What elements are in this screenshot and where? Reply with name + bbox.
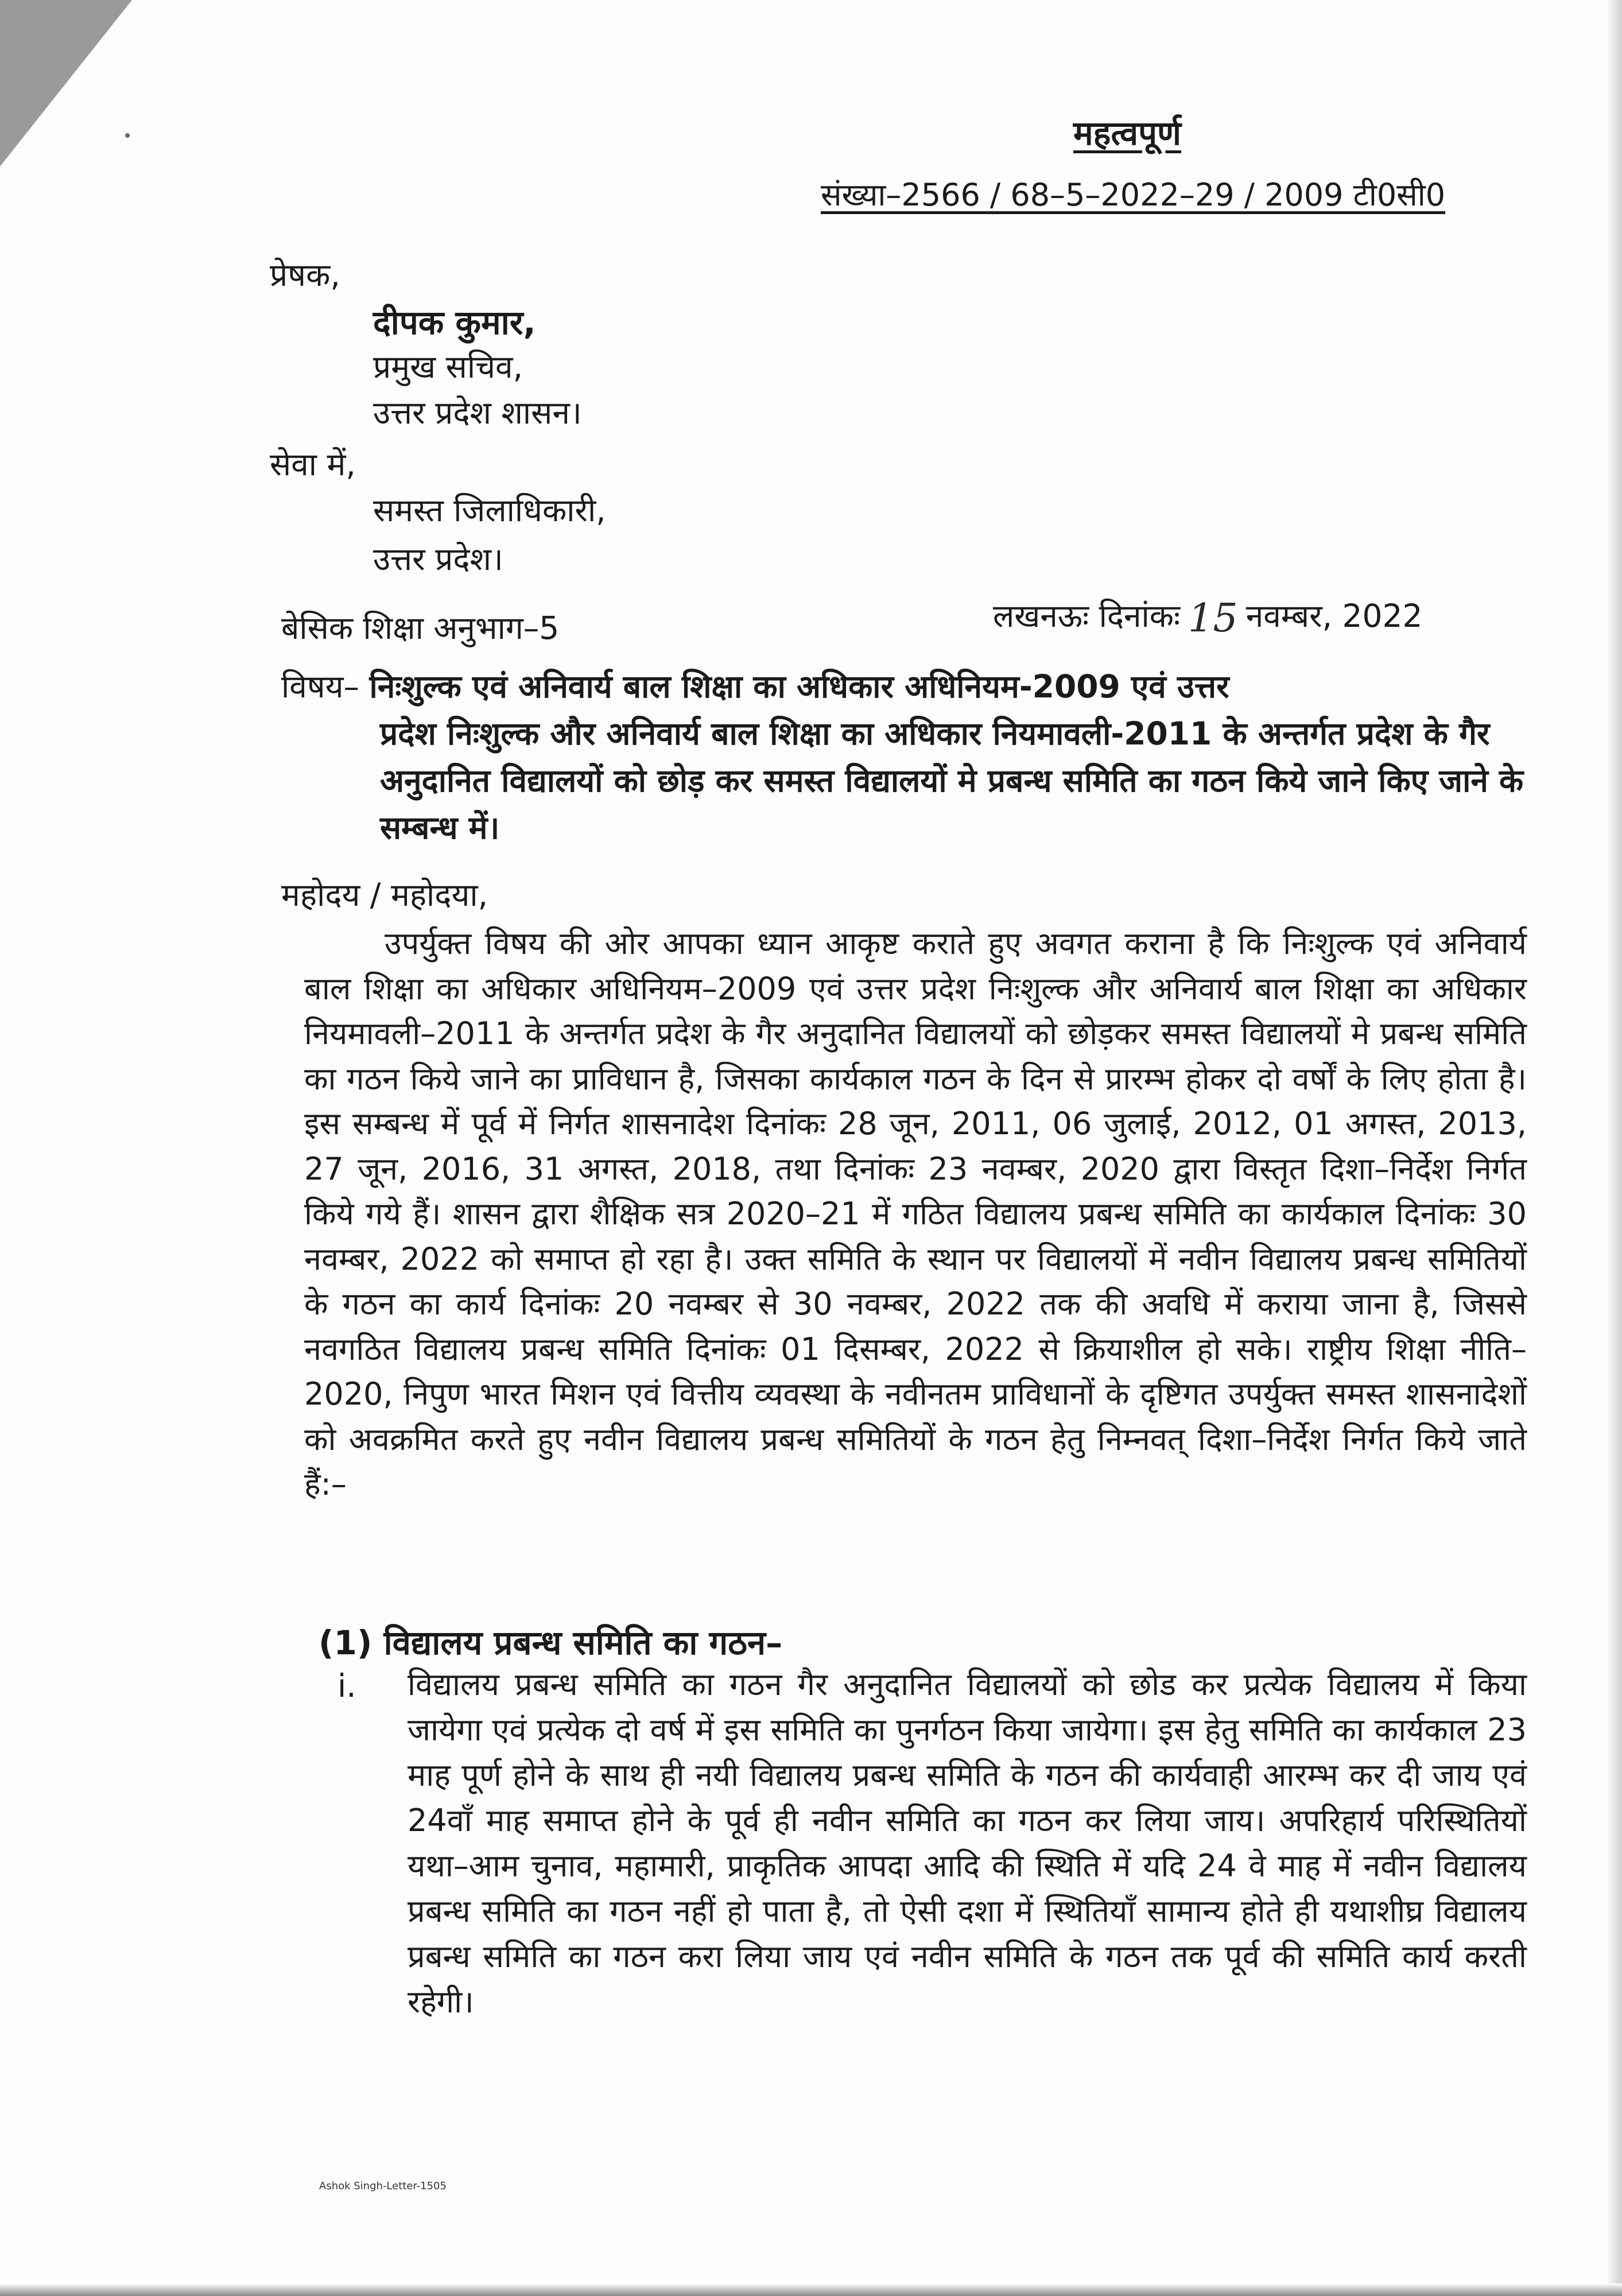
scan-bottom-edge	[0, 2283, 1622, 2296]
section-heading-1: (1) विद्यालय प्रबन्ध समिति का गठन–	[319, 1623, 783, 1662]
body-paragraph-1: उपर्युक्त विषय की ओर आपका ध्यान आकृष्ट कराते हुए अवगत कराना है कि निःशुल्क एवं अनिवार्य बाल शिक्षा का अधिकार अधिनियम–2009 एवं उत्तर प्रदेश निःशुल्क और अनिवार्य बाल शिक्षा का अधिकार नियमावली–2011 के अन्तर्गत प्रदेश के गैर अनुदानित विद्यालयों को छोड़कर समस्त विद्यालयों मे प्रबन्ध समिति का गठन किये जाने का प्राविधान है, जिसका कार्यकाल गठन के दिन से प्रारम्भ होकर दो वर्षों के लिए होता है। इस सम्बन्ध में पूर्व में निर्गत शासनादेश दिनांकः 28 जून, 2011, 06 जुलाई, 2012, 01 अगस्त, 2013, 27 जून, 2016, 31 अगस्त, 2018, तथा दिनांकः 23 नवम्बर, 2020 द्वारा विस्तृत दिशा–निर्देश निर्गत किये गये हैं। शासन द्वारा शैक्षिक सत्र 2020–21 में गठित विद्यालय प्रबन्ध समिति का कार्यकाल दिनांकः 30 नवम्बर, 2022 को समाप्त हो रहा है। उक्त समिति के स्थान पर विद्यालयों में नवीन विद्यालय प्रबन्ध समितियों के गठन का कार्य दिनांकः 20 नवम्बर से 30 नवम्बर, 2022 तक की अवधि में कराया जाना है, जिससे नवगठित विद्यालय प्रबन्ध समिति दिनांकः 01 दिसम्बर, 2022 से क्रियाशील हो सके। राष्ट्रीय शिक्षा नीति–2020, निपुण भारत मिशन एवं वित्तीय व्यवस्था के नवीनतम प्राविधानों के दृष्टिगत उपर्युक्त समस्त शासनादेशों को अवक्रमित करते हुए नवीन विद्यालय प्रबन्ध समितियों के गठन हेतु निम्नवत् दिशा–निर्देश निर्गत किये जाते हैं:–	[304, 925, 1527, 1502]
date-prefix: लखनऊः दिनांकः	[993, 598, 1181, 634]
sender-name: दीपक कुमार,	[373, 303, 536, 342]
footer-note: Ashok Singh-Letter-1505	[319, 2180, 447, 2192]
list-item-marker: i.	[337, 1667, 356, 1704]
scan-corner-fold	[0, 0, 132, 166]
place-and-date	[993, 591, 1423, 641]
subject-label: विषय–	[281, 668, 370, 705]
reference-number: संख्या–2566 / 68–5–2022–29 / 2009 टी0सी0	[821, 177, 1446, 213]
scan-right-edge	[1606, 0, 1622, 2296]
importance-heading: महत्वपूर्ण	[1073, 114, 1181, 153]
department-section: बेसिक शिक्षा अनुभाग–5	[281, 610, 560, 646]
subject-continuation: प्रदेश निःशुल्क और अनिवार्य बाल शिक्षा का अधिकार नियमावली-2011 के अन्तर्गत प्रदेश के गैर अनुदानित विद्यालयों को छोड़ कर समस्त विद्यालयों मे प्रबन्ध समिति का गठन किये जाने किए जाने के सम्बन्ध में।	[380, 715, 1524, 846]
salutation: महोदय / महोदया,	[281, 876, 488, 913]
date-suffix: नवम्बर, 2022	[1245, 598, 1423, 634]
recipient-name: समस्त जिलाधिकारी,	[373, 492, 606, 529]
sender-office: उत्तर प्रदेश शासन।	[373, 394, 582, 431]
sender-label: प्रेषक,	[270, 257, 340, 293]
list-item-text: विद्यालय प्रबन्ध समिति का गठन गैर अनुदानित विद्यालयों को छोड कर प्रत्येक विद्यालय में किया जायेगा एवं प्रत्येक दो वर्ष में इस समिति का पुनर्गठन किया जायेगा। इस हेतु समिति का कार्यकाल 23 माह पूर्ण होने के साथ ही नयी विद्यालय प्रबन्ध समिति के गठन की कार्यवाही आरम्भ कर दी जाय एवं 24वाँ माह समाप्त होने के पूर्व ही नवीन समिति का गठन कर लिया जाय। अपरिहार्य परिस्थितियों यथा–आम चुनाव, महामारी, प्राकृतिक आपदा आदि की स्थिति में यदि 24 वे माह में नवीन विद्यालय प्रबन्ध समिति का गठन नहीं हो पाता है, तो ऐसी दशा में स्थितियाँ सामान्य होते ही यथाशीघ्र विद्यालय प्रबन्ध समिति का गठन करा लिया जाय एवं नवीन समिति के गठन तक पूर्व की समिति कार्य करती रहेगी।	[408, 1666, 1527, 2020]
subject-line-1: निःशुल्क एवं अनिवार्य बाल शिक्षा का अधिकार अधिनियम-2009 एवं उत्तर	[369, 668, 1229, 705]
sender-designation: प्रमुख सचिव,	[373, 348, 523, 385]
scan-speck	[125, 133, 130, 138]
recipient-label: सेवा में,	[270, 446, 356, 483]
date-day-handwritten: 15	[1188, 596, 1238, 641]
subject-block	[281, 663, 1532, 851]
recipient-place: उत्तर प्रदेश।	[373, 541, 503, 577]
